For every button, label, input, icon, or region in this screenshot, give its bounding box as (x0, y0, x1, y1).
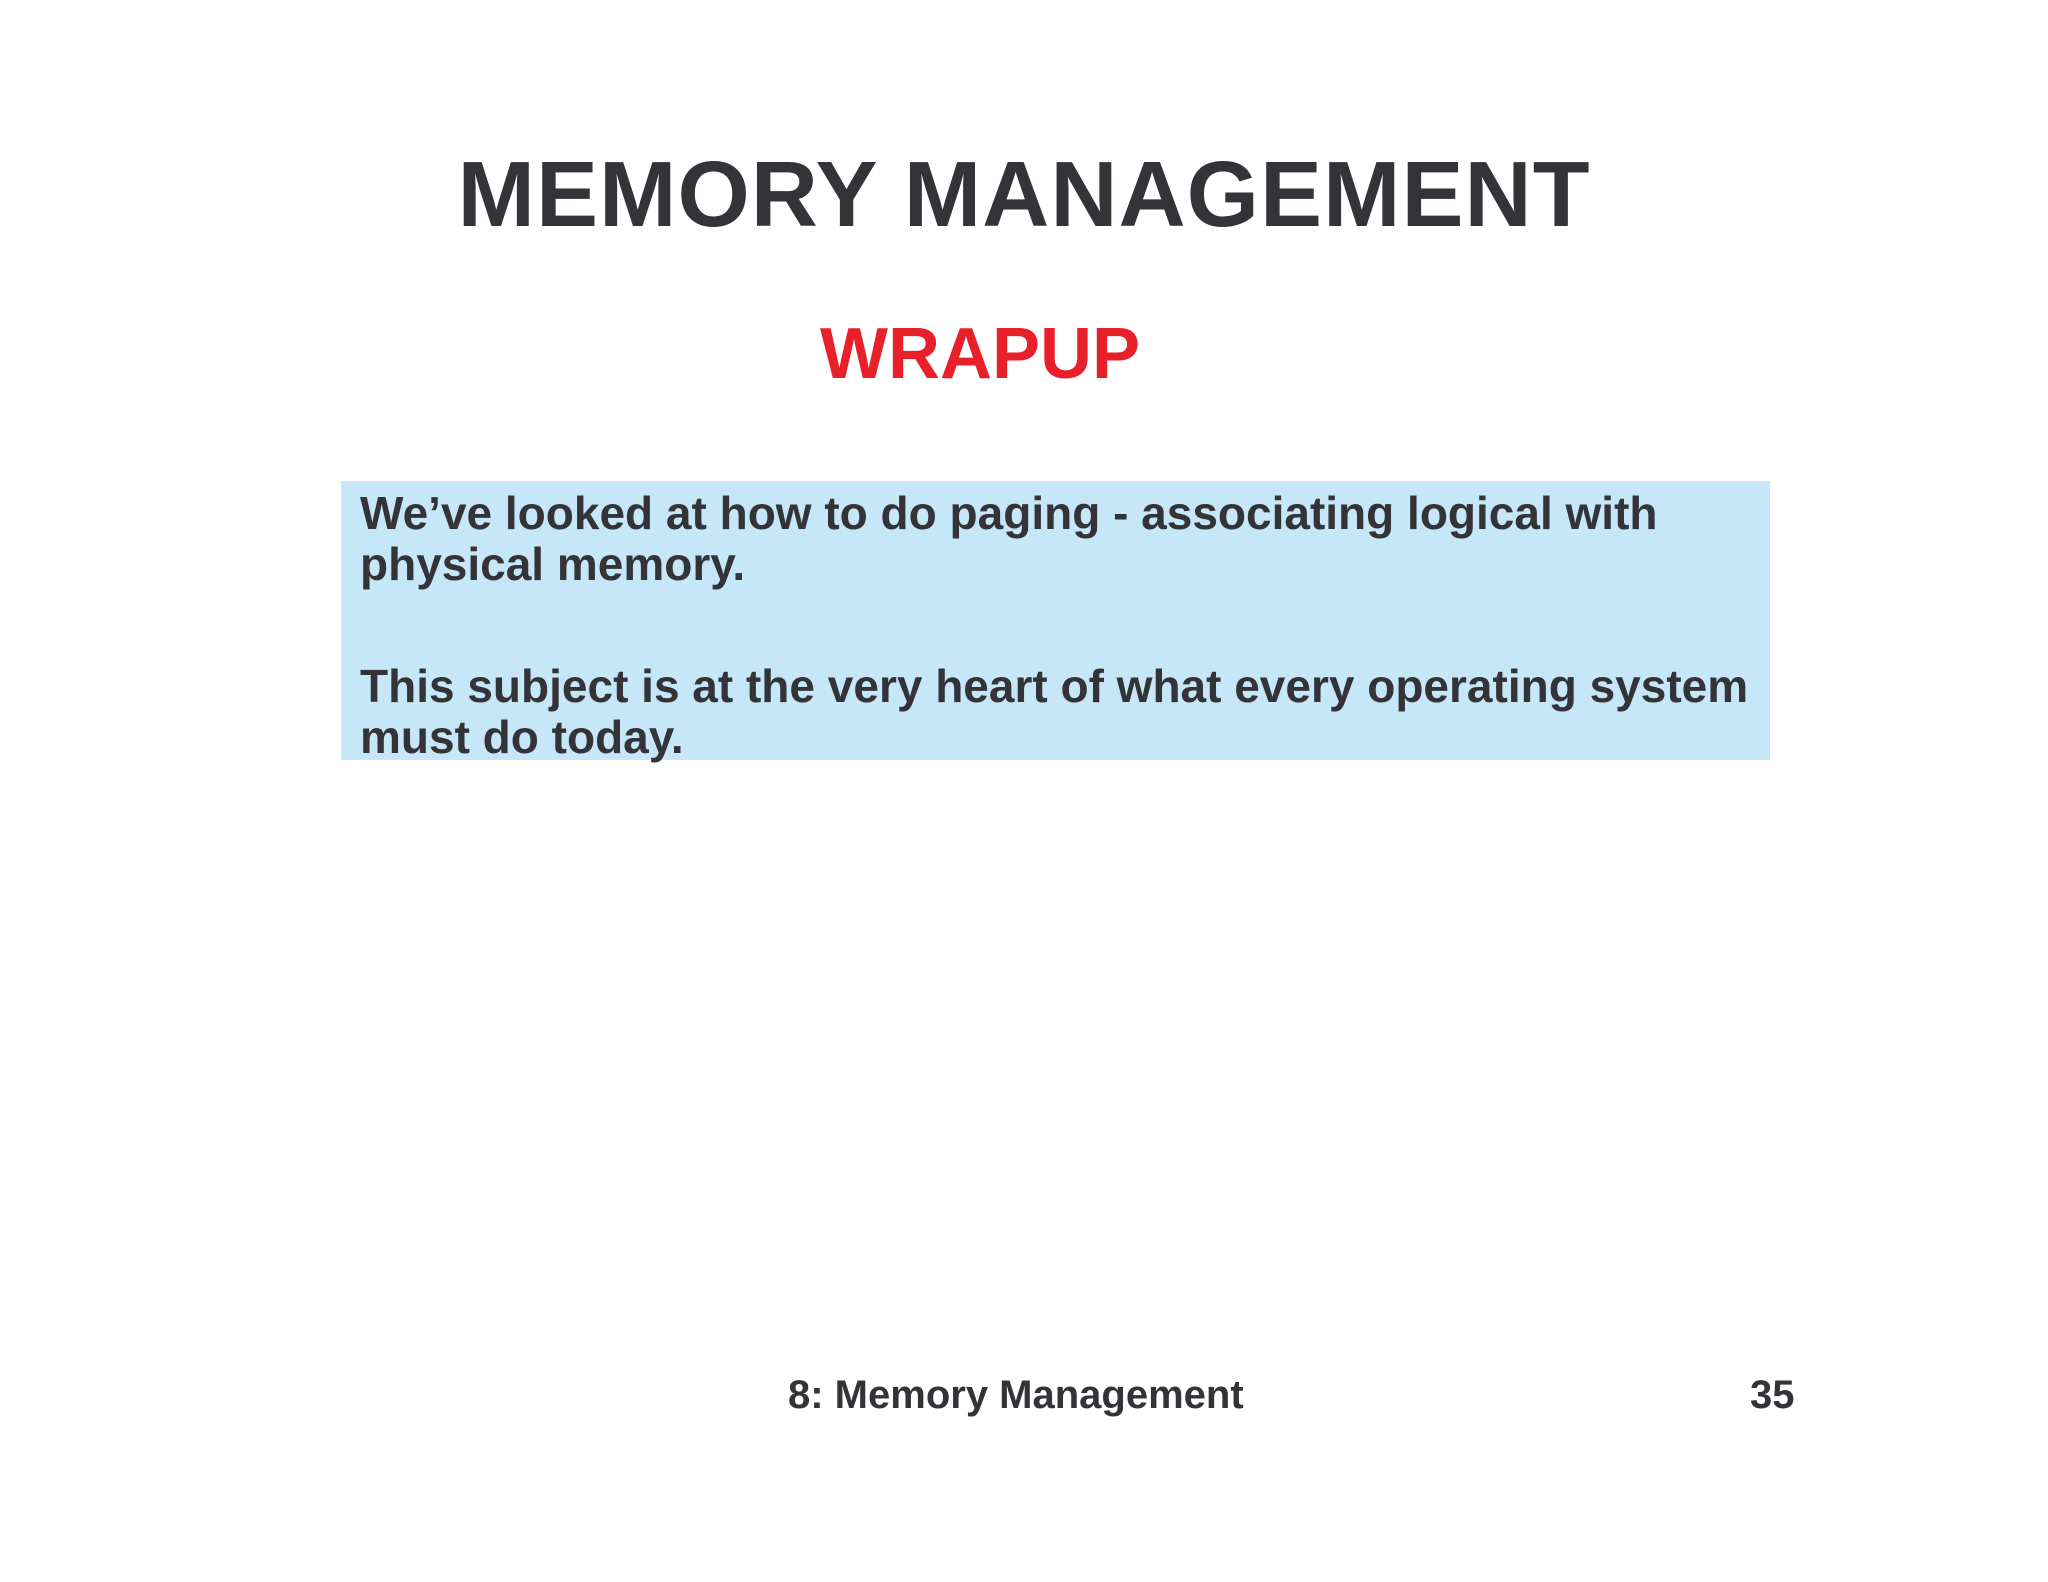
summary-box (341, 481, 1770, 763)
summary-paragraph-2: This subject is at the very heart of what every operating system must do today. (360, 660, 1749, 763)
page-number: 35 (1750, 1373, 1795, 1417)
section-subtitle: WRAPUP (820, 314, 1140, 394)
summary-paragraph-1: We’ve looked at how to do paging - associating logical with physical memory. (360, 487, 1658, 590)
footer-chapter-title: 8: Memory Management (788, 1373, 1244, 1417)
slide-title: MEMORY MANAGEMENT (457, 142, 1591, 246)
